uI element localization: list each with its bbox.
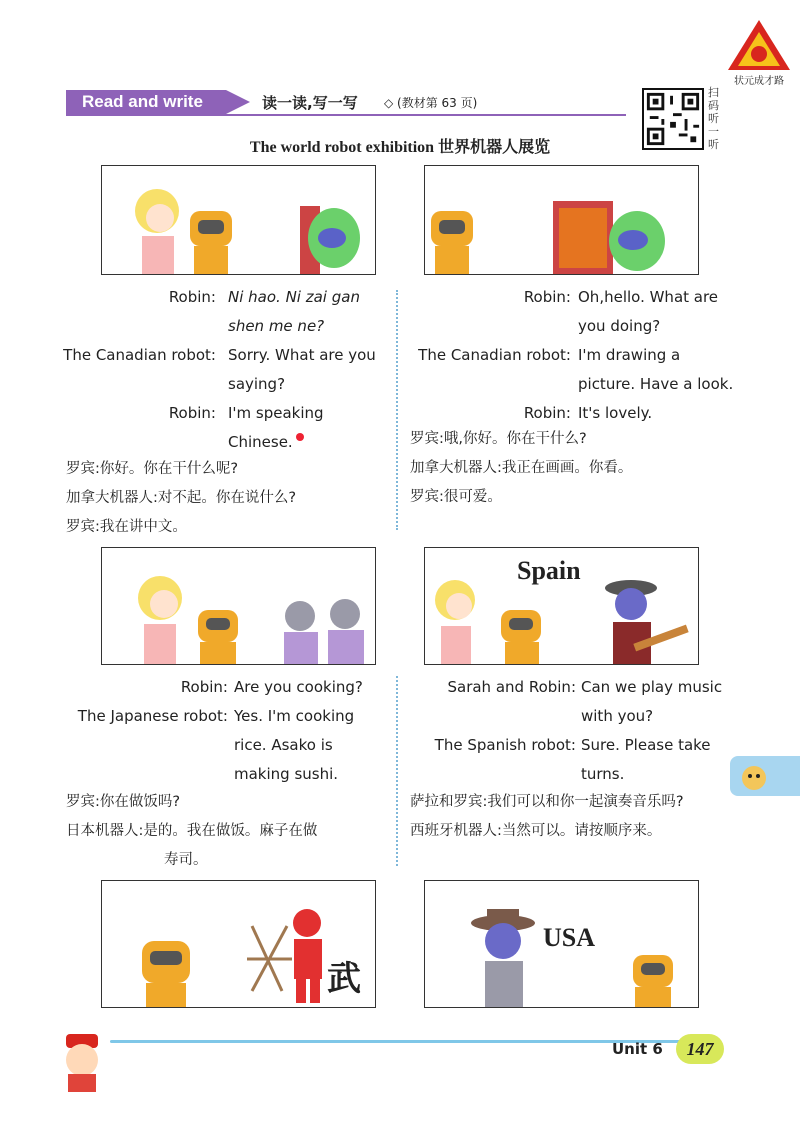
dialogue-text: Yes. I'm cooking: [234, 707, 355, 725]
section-tab: [66, 90, 226, 114]
image-label-wu: 武: [327, 959, 361, 999]
logo-text: 状元成才路: [734, 76, 784, 87]
audio-marker-icon[interactable]: [296, 433, 304, 441]
mascot-icon: [52, 1030, 112, 1094]
speaker-label: Robin:: [180, 678, 228, 696]
speaker-label: Robin:: [523, 404, 571, 422]
speaker-label: Robin:: [523, 288, 571, 306]
brand-logo: [724, 18, 794, 88]
translation-line: 加拿大机器人:我正在画画。你看。: [410, 460, 633, 476]
translation-line: 寿司。: [164, 852, 208, 868]
translation-line: 罗宾:你好。你在干什么呢?: [66, 461, 239, 477]
speaker-label: Sarah and Robin:: [447, 678, 576, 696]
image-label-usa: USA: [543, 923, 596, 952]
dialogue-text: with you?: [581, 707, 654, 725]
header-divider: [66, 114, 626, 116]
translation-line: 罗宾:我在讲中文。: [66, 519, 187, 535]
column-divider: [396, 290, 398, 530]
scan-label: 扫码听一听: [708, 86, 719, 151]
dialogue-text: I'm speaking: [228, 404, 324, 422]
dialogue-text: It's lovely.: [578, 404, 653, 422]
column-divider: [396, 676, 398, 866]
dialogue-text: Oh,hello. What are: [578, 288, 719, 306]
dialogue-text: Chinese.: [228, 428, 304, 457]
dialogue-text: I'm drawing a: [578, 346, 681, 364]
dialogue-text: Sorry. What are you: [228, 346, 376, 364]
speaker-label: The Canadian robot:: [418, 346, 571, 364]
audio-icon: ◇: [384, 96, 398, 110]
dialogue-text: turns.: [581, 765, 625, 783]
section-title-cn: 读一读,写一写: [262, 94, 358, 112]
dialogue-text: saying?: [228, 375, 286, 393]
dialogue-text: Can we play music: [581, 678, 723, 696]
translation-line: 西班牙机器人:当然可以。请按顺序来。: [410, 823, 662, 839]
translation-line: 日本机器人:是的。我在做饭。麻子在做: [66, 823, 318, 839]
dialogue-text: shen me ne?: [228, 317, 325, 335]
translation-line: 萨拉和罗宾:我们可以和你一起演奏音乐吗?: [410, 794, 684, 810]
speaker-label: Robin:: [168, 288, 216, 306]
dialogue-text: rice. Asako is: [234, 736, 333, 754]
dialogue-text: Ni hao. Ni zai gan: [228, 288, 360, 306]
dialogue-text: picture. Have a look.: [578, 375, 734, 393]
translation-line: 罗宾:哦,你好。你在干什么?: [410, 431, 587, 447]
dialogue-text: you doing?: [578, 317, 661, 335]
side-tab: [730, 756, 800, 796]
scene-image-2: [424, 165, 699, 275]
dialogue-text: Are you cooking?: [234, 678, 363, 696]
scene-image-3: [101, 547, 376, 665]
translation-line: 罗宾:很可爱。: [410, 489, 502, 505]
dialogue-text: Sure. Please take: [581, 736, 711, 754]
translation-line: 罗宾:你在做饭吗?: [66, 794, 181, 810]
scene-image-5: [101, 880, 376, 1008]
page-title: The world robot exhibition 世界机器人展览: [249, 139, 551, 156]
image-label-spain: Spain: [517, 556, 581, 585]
speaker-label: Robin:: [168, 404, 216, 422]
speaker-label: The Spanish robot:: [434, 736, 576, 754]
dialogue-text: making sushi.: [234, 765, 339, 783]
scene-image-1: [101, 165, 376, 275]
scene-image-6: [424, 880, 699, 1008]
translation-line: 加拿大机器人:对不起。你在说什么?: [66, 490, 297, 506]
textbook-reference: ◇ (教材第 63 页): [384, 96, 478, 110]
section-title-en: Read and write: [82, 92, 203, 111]
page-number: 147: [676, 1034, 724, 1064]
unit-label: Unit 6: [612, 1040, 663, 1058]
speaker-label: The Japanese robot:: [77, 707, 228, 725]
scene-image-4: [424, 547, 699, 665]
speaker-label: The Canadian robot:: [63, 346, 216, 364]
